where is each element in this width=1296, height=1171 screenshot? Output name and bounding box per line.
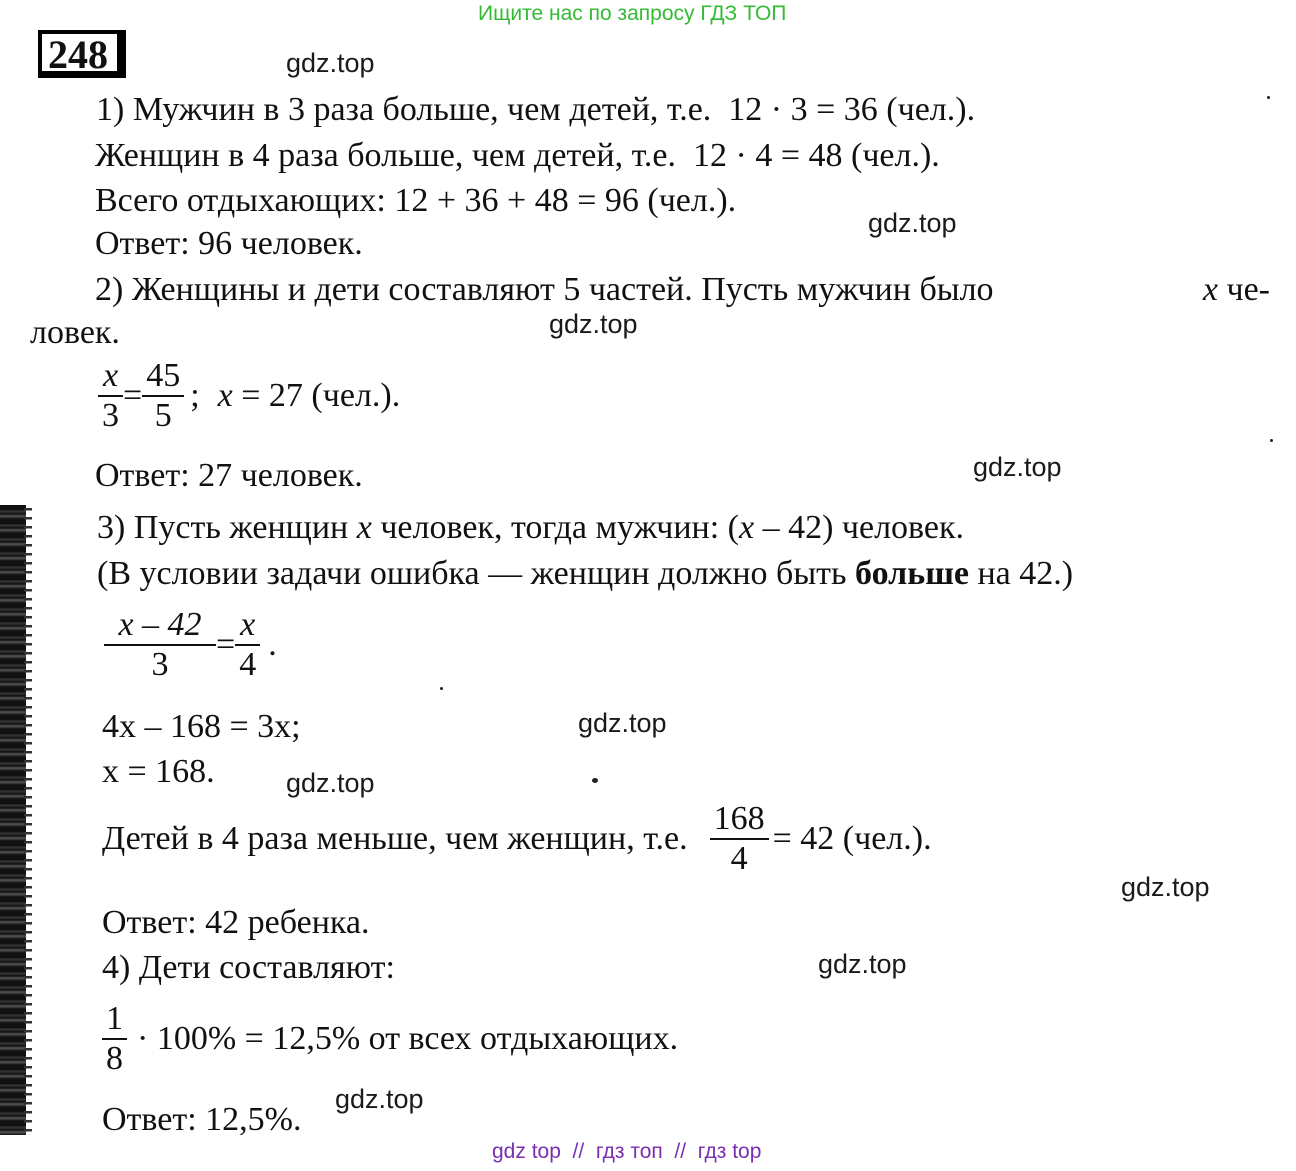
part1-line3: Всего отдыхающих: 12 + 36 + 48 = 96 (чел.).	[95, 182, 737, 219]
part1-line2: Женщин в 4 раза больше, чем детей, т.е. 12 · 4 = 48 (чел.).	[95, 137, 940, 174]
part2-line1: 2) Женщины и дети составляют 5 частей. Пусть мужчин было x че-	[95, 271, 1270, 308]
scan-speck	[1270, 439, 1273, 442]
top-banner: Ищите нас по запросу ГДЗ ТОП	[478, 2, 787, 25]
part3-line2: (В условии задачи ошибка — женщин должно быть больше на 42.)	[97, 555, 1074, 592]
watermark: gdz.top	[286, 48, 375, 78]
fraction: $\frac{x}{4}$	[235, 606, 260, 684]
part3-eq2: 4x – 168 = 3x;	[102, 708, 301, 745]
part3-children: Детей в 4 раза меньше, чем женщин, т.е. $\frac{168}{4}$ = 42 (чел.).	[102, 800, 932, 877]
fraction: $\frac{x - 42}{3}$	[104, 606, 216, 684]
problem-number: 248	[38, 30, 126, 78]
scan-edge	[0, 505, 26, 1135]
part2-equation: $\frac{x}{3}$ = $\frac{45}{5}$ ; x = 27 (чел.).	[98, 357, 400, 435]
bottom-banner: gdz top // гдз топ // гдз top	[492, 1140, 762, 1163]
part3-equation: $\frac{x - 42}{3}$ = $\frac{x}{4}$ .	[104, 606, 277, 684]
part1-answer: Ответ: 96 человек.	[95, 225, 363, 262]
fraction: $\frac{168}{4}$	[710, 800, 769, 878]
fraction: $\frac{x}{3}$	[98, 357, 123, 435]
watermark: gdz.top	[868, 208, 957, 238]
watermark: gdz.top	[549, 309, 638, 339]
watermark: gdz.top	[286, 768, 375, 798]
part3-answer: Ответ: 42 ребенка.	[102, 904, 370, 941]
part4-equation: $\frac{1}{8}$ · 100% = 12,5% от всех отдыхающих.	[102, 1000, 678, 1078]
watermark: gdz.top	[1121, 872, 1210, 902]
part3-eq3: x = 168.	[102, 753, 215, 790]
scan-speck	[1267, 96, 1270, 99]
watermark: gdz.top	[335, 1084, 424, 1114]
part4-answer: Ответ: 12,5%.	[102, 1101, 302, 1138]
part2-line2: ловек.	[30, 314, 120, 351]
watermark: gdz.top	[818, 949, 907, 979]
scan-speck	[440, 687, 443, 690]
part4-line1: 4) Дети составляют:	[102, 949, 395, 986]
fraction: $\frac{1}{8}$	[102, 1000, 127, 1078]
watermark: gdz.top	[973, 452, 1062, 482]
scan-speck	[592, 778, 598, 783]
part1-line1: 1) Мужчин в 3 раза больше, чем детей, т.е. 12 · 3 = 36 (чел.).	[96, 91, 976, 128]
fraction: $\frac{45}{5}$	[142, 357, 184, 435]
part2-answer: Ответ: 27 человек.	[95, 457, 363, 494]
watermark: gdz.top	[578, 708, 667, 738]
part3-line1: 3) Пусть женщин x человек, тогда мужчин: (x – 42) человек.	[97, 509, 965, 546]
